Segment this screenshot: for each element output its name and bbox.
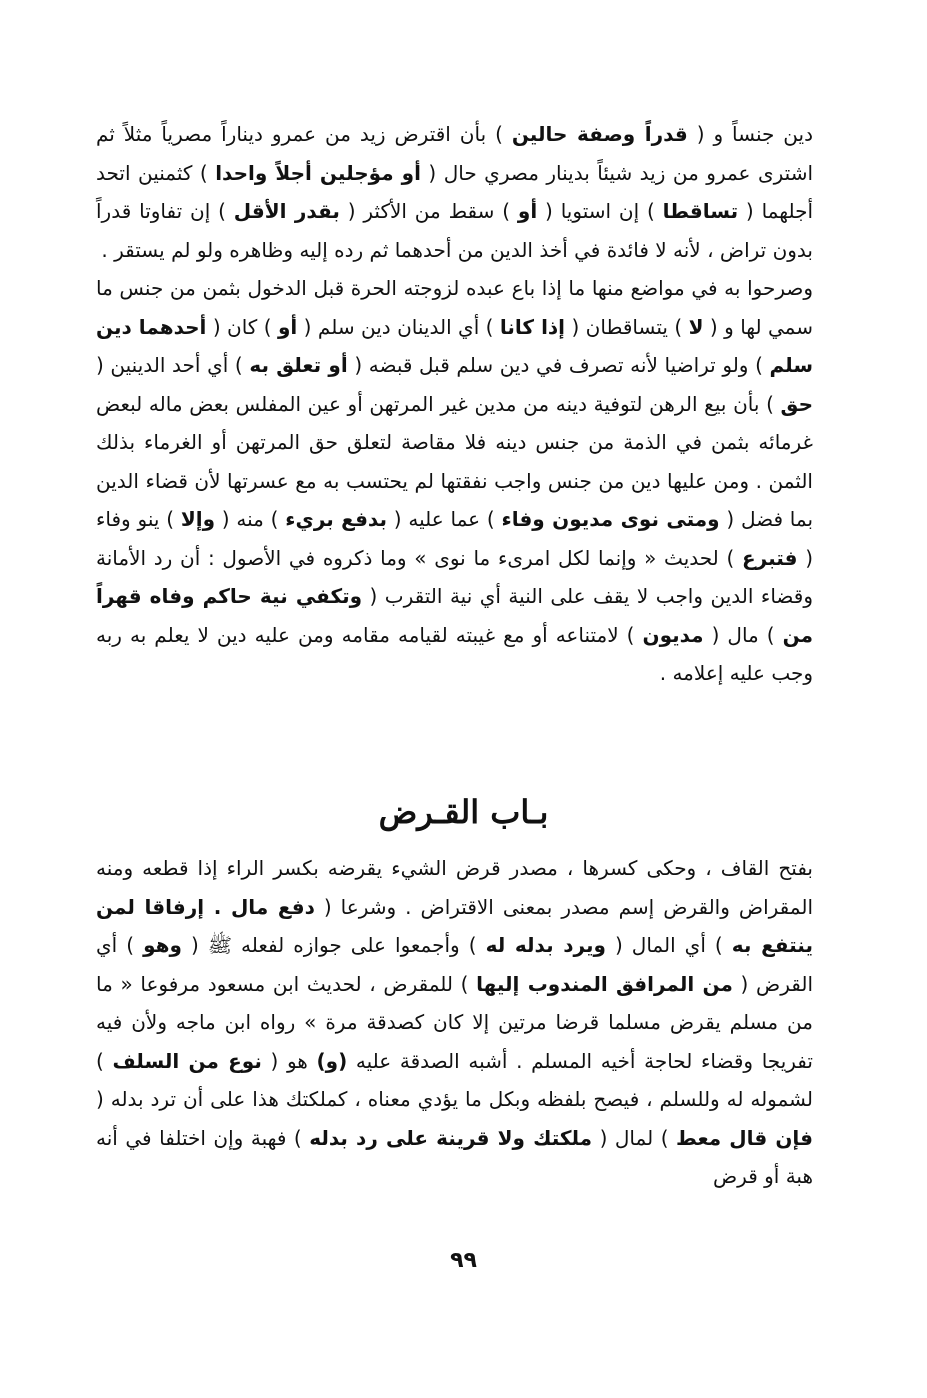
commentary-segment: دين جنساً و ( xyxy=(687,122,813,146)
bold-matn-segment: لا xyxy=(688,314,704,339)
bold-matn-segment: فتبرع xyxy=(741,545,798,570)
paragraph-1 xyxy=(96,115,813,269)
commentary-segment: وصرحوا به في مواضع منها ما إذا باع عبده لزوجته الحرة قبل الدخول بثمن من جنس ما سمي لها و ( xyxy=(96,276,814,339)
commentary-segment: ) مال ( xyxy=(703,622,783,647)
commentary-segment: ) ينو وفاء ( xyxy=(96,507,813,570)
bold-matn-segment: أحدهما دين سلم xyxy=(96,314,814,377)
commentary-segment: ) ولو تراضيا لأنه تصرف في دين سلم قبل قبضه ( xyxy=(347,353,770,377)
commentary-segment: ) عما عليه ( xyxy=(387,507,502,531)
bold-matn-segment: وإلا xyxy=(180,507,216,531)
commentary-segment: ) يتساقطان ( xyxy=(565,314,689,339)
commentary-segment: ) لشموله له وللسلم ، فيصح بلفظه وبكل ما يؤدي معناه ، كملكتك هذا على أن ترد بدله ( xyxy=(96,1048,813,1111)
commentary-segment: ) كان ( xyxy=(206,314,278,339)
commentary-segment: ) للمقرض ، لحديث ابن مسعود مرفوعا « ما من مسلم يقرض مسلما قرضا مرتين إلا كان كصدقة مرة » رواه ابن ماجه ولأن فيه تفريجا وقضاء لحاجة أخيه المسلم . أشبه الصدقة عليه xyxy=(96,971,813,1073)
bold-matn-segment: مديون xyxy=(642,622,704,647)
bold-matn-segment: بقدر الأقل xyxy=(233,199,340,223)
bold-matn-segment: ملكتك ولا قرينة على رد بدله xyxy=(309,1125,593,1150)
bold-matn-segment: فإن قال معط xyxy=(676,1125,814,1150)
bold-matn-segment: دفع مال . إرفاقا لمن ينتفع به xyxy=(96,894,813,957)
bold-matn-segment: ويرد بدله له xyxy=(485,933,606,957)
text-block-top xyxy=(96,115,813,693)
commentary-segment: ) بأن اقترض زيد من عمرو ديناراً مصرياً مثلاً ثم اشترى عمرو من زيد شيئاً بدينار مصري حال ( xyxy=(96,122,814,185)
bold-matn-segment: حق xyxy=(780,391,813,416)
bold-matn-segment: أو مؤجلين أجلاً واحدا xyxy=(215,160,421,185)
commentary-segment: هو ( xyxy=(261,1048,317,1073)
paragraph-3 xyxy=(96,849,813,1196)
commentary-segment: ) سقط من الأكثر ( xyxy=(339,199,518,223)
commentary-segment: ) كثمنين اتحد أجلهما ( xyxy=(96,160,813,223)
commentary-segment: ) لحديث « وإنما لكل امرىء ما نوى » وما ذكروه في الأصول : أن رد الأمانة وقضاء الدين واجب لا يقف على النية أي نية التقرب ( xyxy=(96,545,813,608)
commentary-segment: ) لامتناعه أو مع غيبته لقيامه مقامه ومن عليه دين لا يعلم به ربه وجب عليه إعلامه . xyxy=(96,622,813,685)
bold-matn-segment: بدفع بريء xyxy=(285,507,387,531)
commentary-segment: ) أي المال ( xyxy=(605,933,732,957)
bold-matn-segment: إذا كانا xyxy=(499,314,566,339)
bold-matn-segment: وتكفي نية حاكم وفاه قهراً من xyxy=(96,584,813,647)
text-block-bottom xyxy=(96,849,813,1196)
bold-matn-segment: أو xyxy=(277,314,298,339)
commentary-segment: ) وأجمعوا على جوازه لفعله ﷺ ( xyxy=(181,933,486,957)
bold-matn-segment: نوع من السلف xyxy=(112,1048,262,1073)
bold-matn-segment: (و) xyxy=(316,1048,348,1073)
commentary-segment: ) أي الدينان دين سلم ( xyxy=(297,314,500,339)
bold-matn-segment: قدراً وصفة حالين xyxy=(511,122,688,146)
bold-matn-segment: أو xyxy=(517,199,538,223)
bold-matn-segment: أو تعلق به xyxy=(249,353,348,377)
bold-matn-segment: تساقطا xyxy=(662,199,739,223)
commentary-segment: ) أي القرض ( xyxy=(96,933,813,996)
section-heading: بـاب القـرض xyxy=(378,793,549,831)
commentary-segment: ) لمال ( xyxy=(592,1125,677,1150)
commentary-segment: ) إن تفاوتا قدراً بدون تراض ، لأنه لا فائدة في أخذ الدين من أحدهما ثم رده إليه وظاهره ولو لم يستقر . xyxy=(96,199,813,262)
commentary-segment: ) منه ( xyxy=(215,507,286,531)
commentary-segment: ) بأن بيع الرهن لتوفية دينه من مدين غير المرتهن أو عين المفلس بعض ماله لبعض غرمائه بثمن في الذمة من جنس دينه فلا مقاصة لتعلق حق المرتهن أو الغرماء بذلك الثمن . ومن عليها دين من جنس واجب نفقتها لم يحتسب به مع عسرتها لأن قضاء الدين بما فضل ( xyxy=(96,391,814,531)
commentary-segment: ) إن استويا ( xyxy=(537,199,663,223)
page-number: ٩٩ xyxy=(450,1248,477,1273)
bold-matn-segment: وهو xyxy=(143,933,182,957)
bold-matn-segment: ومتى نوى مديون وفاء xyxy=(501,507,720,531)
commentary-segment: ) أي أحد الدينين ( xyxy=(96,353,250,377)
bold-matn-segment: من المرافق المندوب إليها xyxy=(476,971,733,996)
commentary-segment: ) فهبة وإن اختلفا في أنه هبة أو قرض xyxy=(96,1125,813,1188)
commentary-segment: بفتح القاف ، وحكى كسرها ، مصدر قرض الشيء يقرضه بكسر الراء إذا قطعه ومنه المقراض والقرض إسم مصدر بمعنى الاقتراض . وشرعا ( xyxy=(96,856,813,919)
paragraph-2 xyxy=(96,269,813,693)
